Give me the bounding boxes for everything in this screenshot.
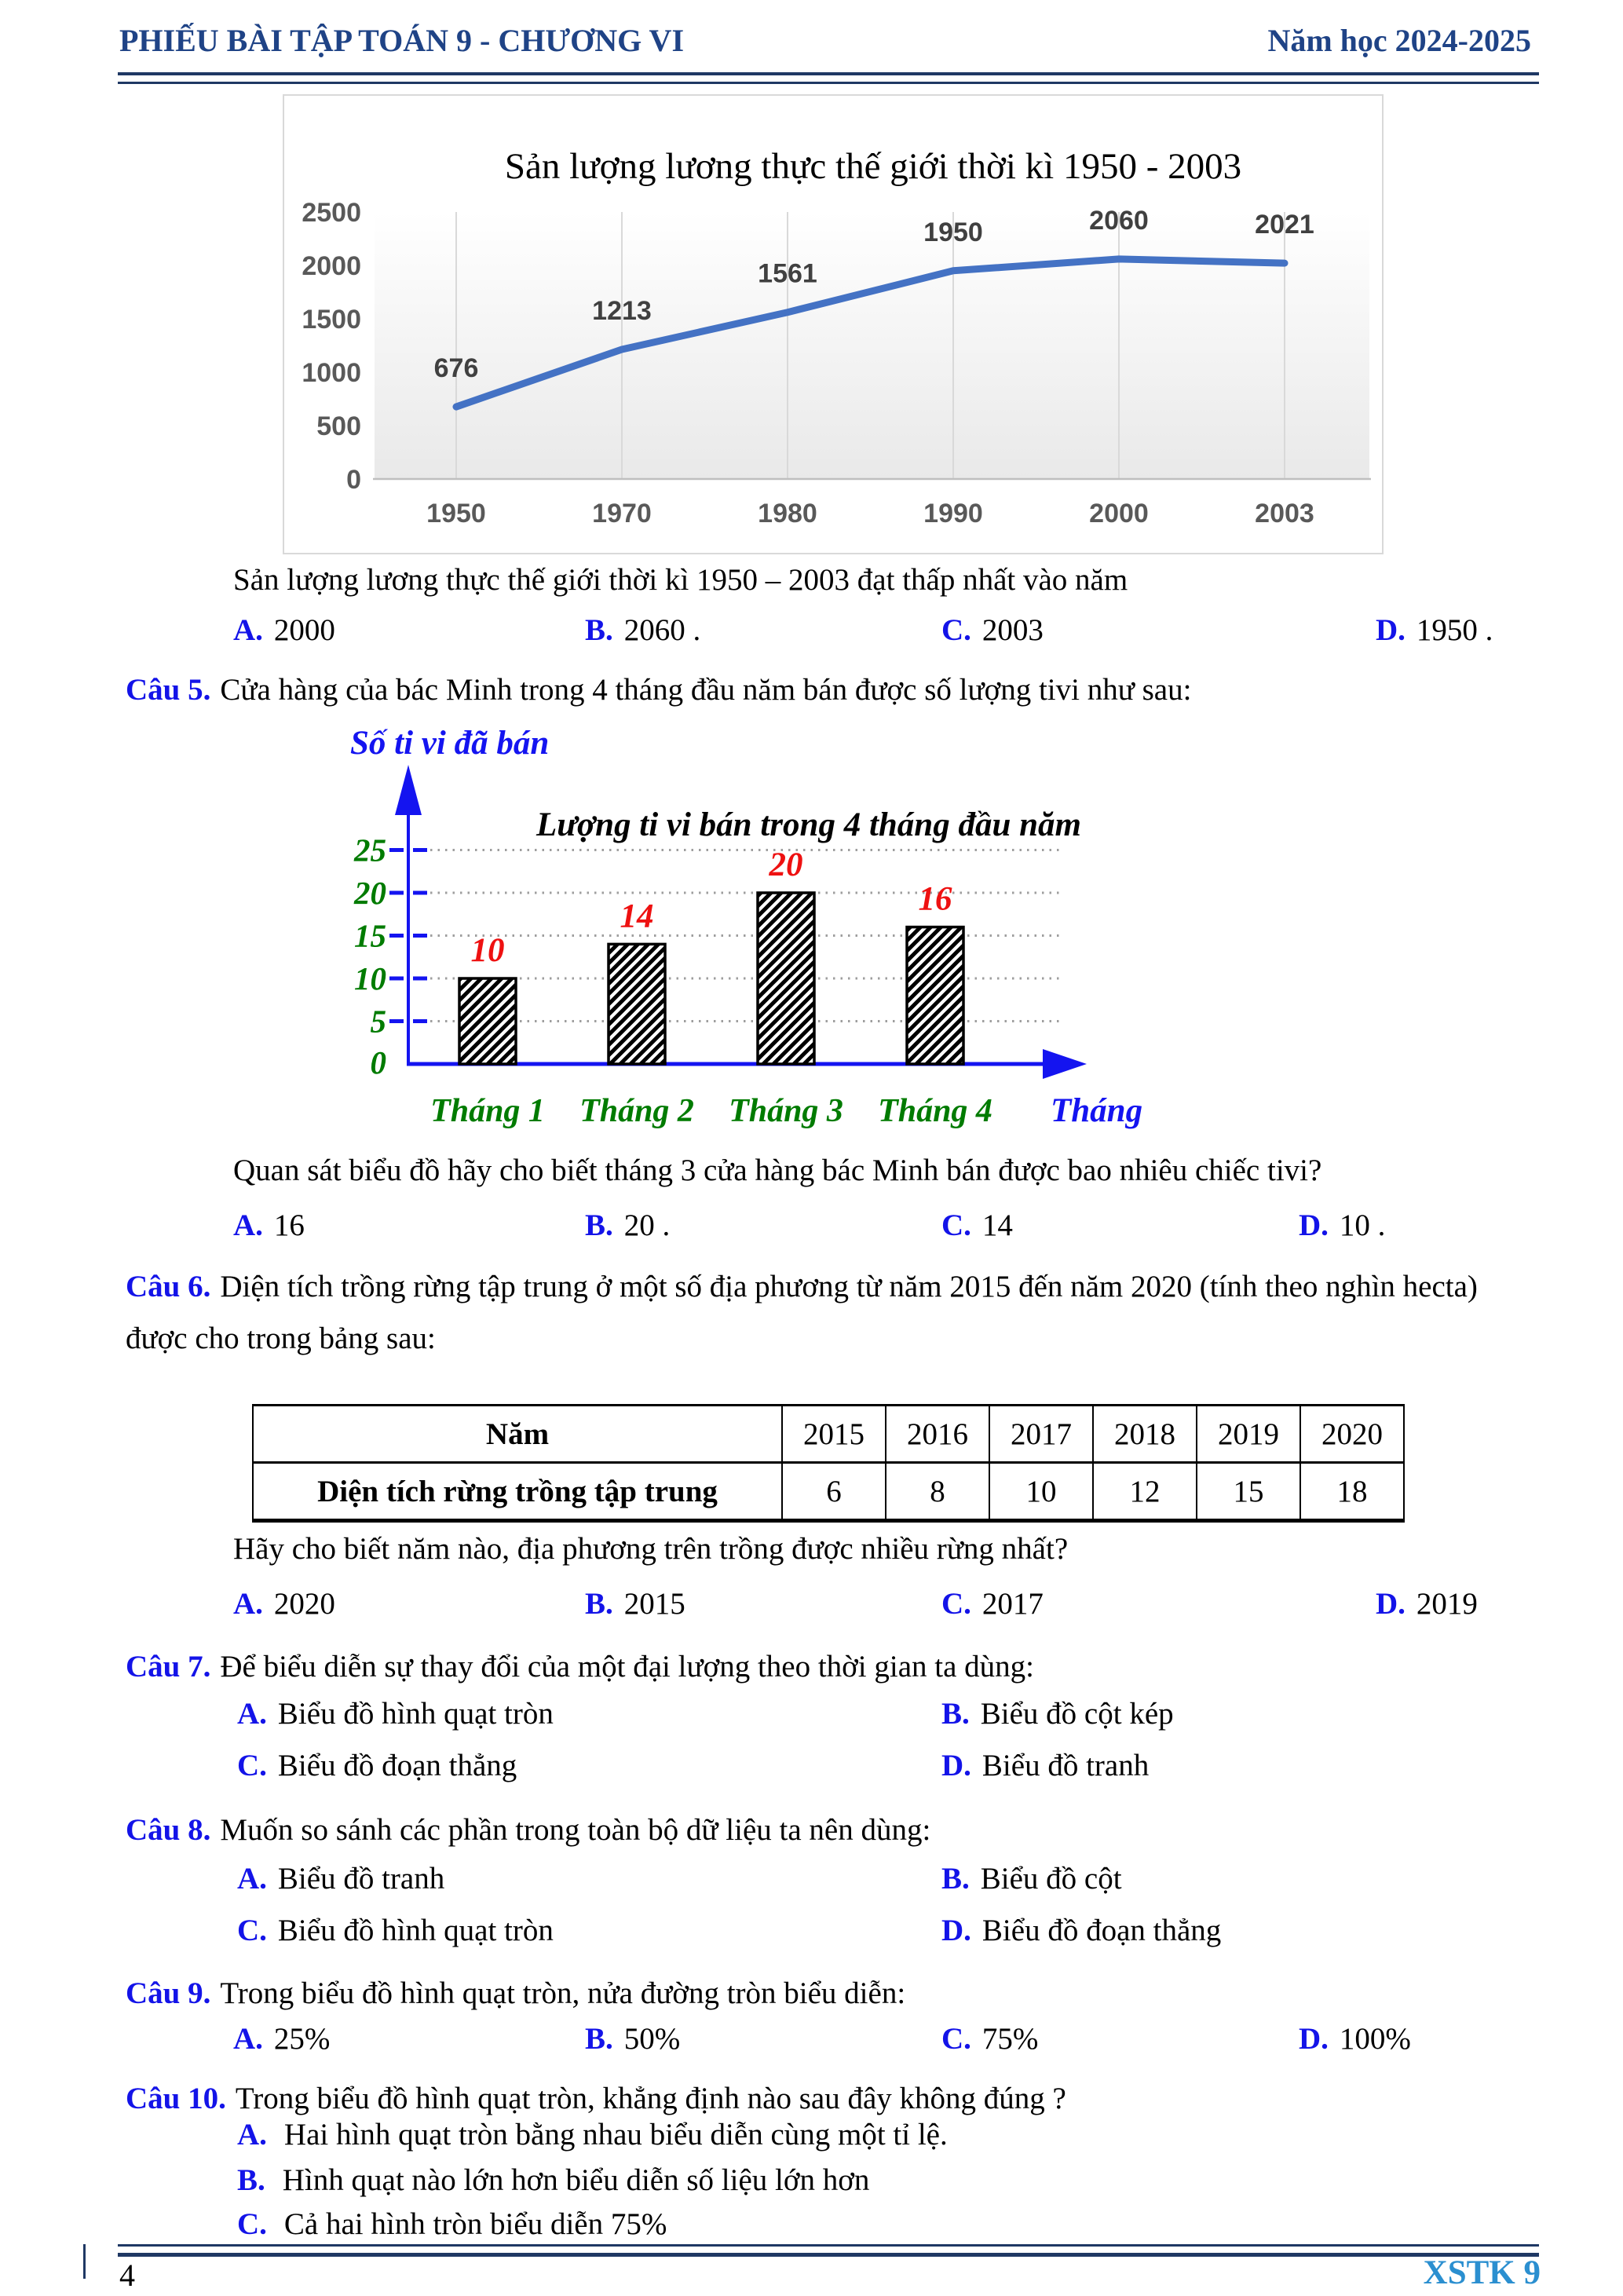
- data-label: 1950: [923, 217, 983, 247]
- header-school-year: Năm học 2024-2025: [1267, 23, 1531, 58]
- q6-option-a: A. 2020: [233, 1587, 335, 1621]
- table-header-nam: Năm: [253, 1406, 782, 1463]
- y-tick: [413, 1019, 427, 1023]
- q8-option-a: A. Biểu đồ tranh: [237, 1862, 445, 1896]
- q5-options: [0, 1208, 1623, 1255]
- q9-option-a: A. 25%: [233, 2022, 331, 2056]
- table-value: 10: [989, 1463, 1093, 1521]
- q8-question: Câu 8. Muốn so sánh các phần trong toàn bộ dữ liệu ta nên dùng:: [126, 1813, 931, 1847]
- table-value: 12: [1093, 1463, 1197, 1521]
- q7-question: Câu 7. Để biểu diễn sự thay đổi của một đại lượng theo thời gian ta dùng:: [126, 1650, 1035, 1684]
- q10-option-b: B. Hình quạt nào lớn hơn biểu diễn số liệu lớn hơn: [237, 2163, 870, 2197]
- bar-data-label: 10: [470, 932, 505, 969]
- bar-y-tick-label: 10: [354, 960, 386, 996]
- table-year: 2018: [1093, 1406, 1197, 1463]
- q10-question: Câu 10. Trong biểu đồ hình quạt tròn, khẳng định nào sau đây không đúng ?: [126, 2082, 1066, 2115]
- q5-question: Quan sát biểu đồ hãy cho biết tháng 3 cửa hàng bác Minh bán được bao nhiêu chiếc tivi?: [233, 1153, 1322, 1187]
- bar-y-tick-label: 20: [354, 875, 386, 911]
- data-label: 1213: [592, 296, 652, 327]
- y-tick: [389, 891, 404, 895]
- data-label: 1561: [758, 258, 817, 289]
- table-value: 8: [886, 1463, 989, 1521]
- table-row-label: Diện tích rừng trồng tập trung: [253, 1463, 782, 1521]
- q9-question: Câu 9. Trong biểu đồ hình quạt tròn, nửa đường tròn biểu diễn:: [126, 1976, 906, 2010]
- table-year: 2016: [886, 1406, 989, 1463]
- footer-brand: XSTK 9: [1423, 2254, 1541, 2291]
- forest-area-table: [252, 1404, 1405, 1523]
- footer-left-tick: [83, 2244, 86, 2279]
- bar: [758, 893, 814, 1064]
- header-title: PHIẾU BÀI TẬP TOÁN 9 - CHƯƠNG VI: [119, 23, 685, 58]
- line-chart-title: Sản lượng lương thực thế giới thời kì 1950 - 2003: [504, 146, 1242, 187]
- q6-option-c: C. 2017: [941, 1587, 1044, 1621]
- y-tick-label: 2500: [302, 198, 361, 228]
- q8-options-row2: [0, 1913, 1623, 1960]
- data-label: 2060: [1089, 205, 1149, 236]
- footer-page-number: 4: [119, 2258, 135, 2293]
- q10-option-a: A. Hai hình quạt tròn bằng nhau biểu diễn cùng một tỉ lệ.: [237, 2118, 948, 2152]
- data-label: 2021: [1255, 210, 1314, 240]
- q9-options: [0, 2021, 1623, 2068]
- x-tick-label: 1980: [758, 499, 817, 528]
- q8-option-c: C. Biểu đồ hình quạt tròn: [237, 1914, 554, 1947]
- q7-options-row1: [0, 1696, 1623, 1743]
- table-year: 2017: [989, 1406, 1093, 1463]
- bar-data-label: 14: [620, 898, 654, 935]
- q5-option-b: B. 20 .: [585, 1208, 671, 1242]
- y-tick: [413, 977, 427, 981]
- y-tick: [389, 934, 404, 938]
- y-tick: [413, 848, 427, 852]
- q4-option-b: B. 2060 .: [585, 613, 701, 647]
- bar-y-axis-title: Số ti vi đã bán: [350, 725, 550, 762]
- q6-intro: Câu 6. Diện tích trồng rừng tập trung ở một số địa phương từ năm 2015 đến năm 2020 (tính theo nghìn hecta) được cho trong bảng sau:: [126, 1270, 1478, 1355]
- q7-option-d: D. Biểu đồ tranh: [941, 1749, 1150, 1782]
- bar-data-label: 20: [769, 846, 803, 883]
- x-tick-label: 1970: [592, 499, 652, 528]
- y-tick: [413, 891, 427, 895]
- line-chart: [283, 94, 1384, 554]
- table-year: 2015: [782, 1406, 886, 1463]
- q6-options: [0, 1586, 1623, 1633]
- data-label: 676: [433, 353, 479, 384]
- footer-divider: [118, 2244, 1539, 2257]
- bar-y-tick-label: 0: [370, 1044, 386, 1080]
- q5-option-c: C. 14: [941, 1208, 1013, 1242]
- table-value: 15: [1197, 1463, 1300, 1521]
- y-tick-label: 1500: [302, 305, 361, 335]
- table-data-row: [253, 1463, 1404, 1521]
- q7-option-c: C. Biểu đồ đoạn thẳng: [237, 1749, 517, 1782]
- y-tick: [389, 1019, 404, 1023]
- y-tick: [389, 977, 404, 981]
- q4-option-d: D. 1950 .: [1376, 613, 1493, 647]
- y-tick-label: 500: [316, 411, 361, 441]
- q7-option-a: A. Biểu đồ hình quạt tròn: [237, 1697, 554, 1731]
- bar-y-tick-label: 5: [370, 1003, 386, 1040]
- x-tick-label: 1990: [923, 499, 983, 528]
- bar: [907, 927, 963, 1064]
- y-tick-label: 0: [346, 465, 361, 495]
- x-tick-label: 2000: [1089, 499, 1149, 528]
- q8-option-b: B. Biểu đồ cột: [941, 1862, 1122, 1896]
- bar-x-tick-label: Tháng 2: [579, 1093, 694, 1129]
- q7-option-b: B. Biểu đồ cột kép: [941, 1697, 1174, 1731]
- bar: [609, 944, 665, 1064]
- table-value: 6: [782, 1463, 886, 1521]
- q8-option-d: D. Biểu đồ đoạn thẳng: [941, 1914, 1222, 1947]
- bar-x-axis-title: Tháng: [1051, 1092, 1143, 1129]
- y-axis-arrow: [395, 765, 422, 815]
- q9-option-d: D. 100%: [1299, 2022, 1411, 2056]
- x-axis-arrow: [1043, 1049, 1087, 1079]
- y-tick: [389, 848, 404, 852]
- q8-options-row1: [0, 1861, 1623, 1908]
- q9-option-c: C. 75%: [941, 2022, 1039, 2056]
- header-divider: [118, 72, 1539, 84]
- q5-option-d: D. 10 .: [1299, 1208, 1386, 1242]
- q4-options: [0, 612, 1623, 660]
- q5-intro: Câu 5. Cửa hàng của bác Minh trong 4 tháng đầu năm bán được số lượng tivi như sau:: [126, 673, 1192, 707]
- q6-option-d: D. 2019: [1376, 1587, 1478, 1621]
- q5-option-a: A. 16: [233, 1208, 305, 1242]
- q10-option-c: C. Cả hai hình tròn biểu diễn 75%: [237, 2207, 667, 2241]
- x-tick-label: 2003: [1255, 499, 1314, 528]
- y-tick-label: 2000: [302, 251, 361, 281]
- bar-y-tick-label: 25: [354, 832, 386, 868]
- bar-x-tick-label: Tháng 4: [878, 1093, 992, 1129]
- plot-area: [375, 212, 1369, 479]
- table-year: 2020: [1300, 1406, 1404, 1463]
- q4-option-a: A. 2000: [233, 613, 335, 647]
- bar-x-tick-label: Tháng 1: [430, 1093, 545, 1129]
- table-year: 2019: [1197, 1406, 1300, 1463]
- q9-option-b: B. 50%: [585, 2022, 681, 2056]
- bar-chart-title: Lượng ti vi bán trong 4 tháng đầu năm: [536, 806, 1082, 843]
- bar-data-label: 16: [918, 880, 952, 918]
- x-tick-label: 1950: [426, 499, 486, 528]
- q4-question: Sản lượng lương thực thế giới thời kì 1950 – 2003 đạt thấp nhất vào năm: [233, 563, 1128, 597]
- q7-options-row2: [0, 1748, 1623, 1795]
- bar: [459, 978, 516, 1064]
- q6-question: Hãy cho biết năm nào, địa phương trên trồng được nhiều rừng nhất?: [233, 1532, 1069, 1566]
- bar-chart: [345, 716, 1162, 1144]
- table-header-row: [253, 1406, 1404, 1463]
- q4-option-c: C. 2003: [941, 613, 1044, 647]
- bar-y-tick-label: 15: [354, 917, 386, 954]
- y-tick-label: 1000: [302, 358, 361, 388]
- table-value: 18: [1300, 1463, 1404, 1521]
- bar-x-tick-label: Tháng 3: [729, 1093, 843, 1129]
- y-tick: [413, 934, 427, 938]
- q6-option-b: B. 2015: [585, 1587, 685, 1621]
